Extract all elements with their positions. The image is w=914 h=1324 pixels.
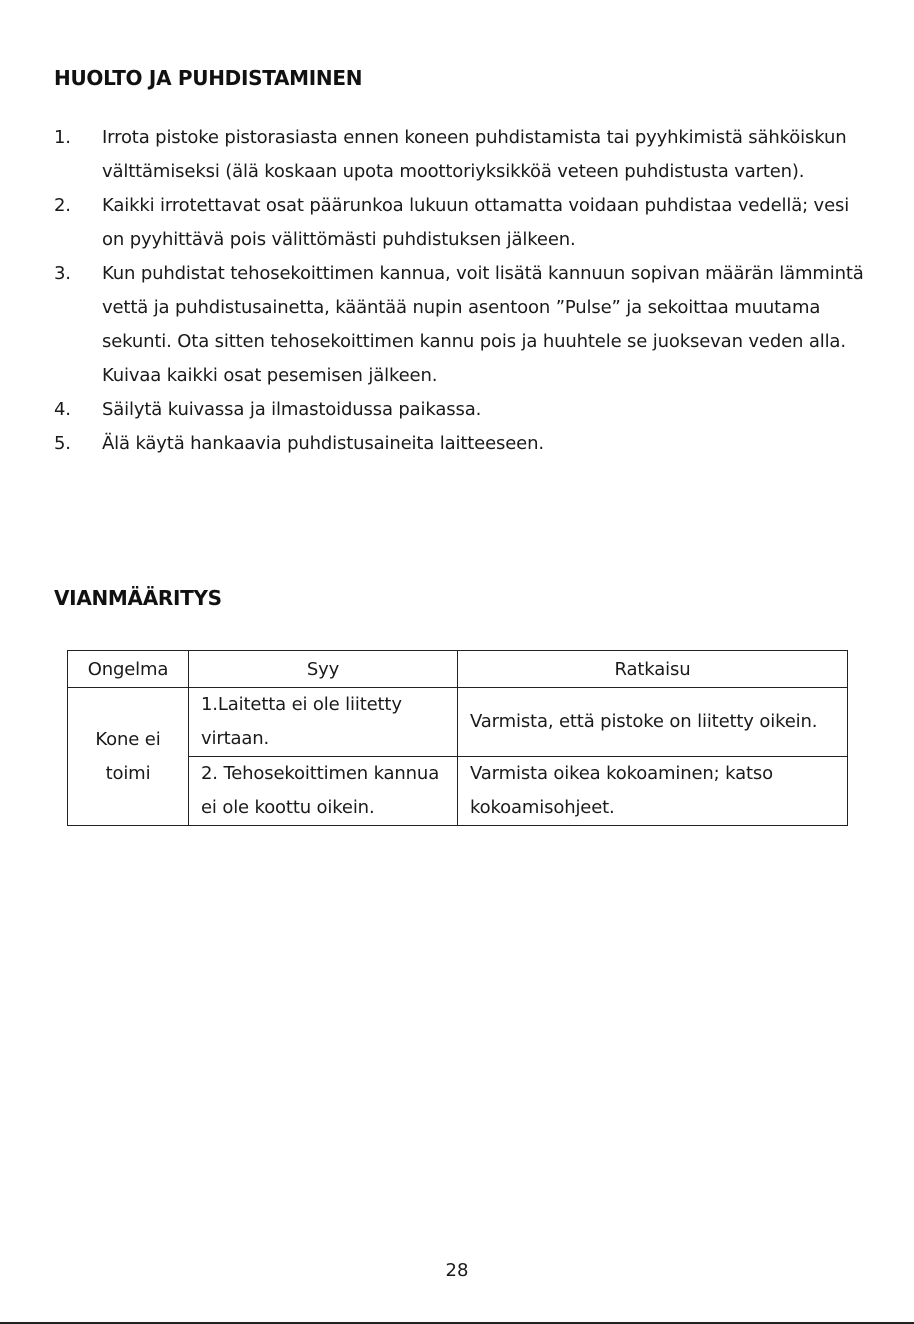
list-item-text: Säilytä kuivassa ja ilmastoidussa paikassa.	[102, 399, 482, 420]
list-item-number: 2.	[54, 195, 71, 216]
list-item-text: Kun puhdistat tehosekoittimen kannua, voit lisätä kannuun sopivan määrän lämmintä vettä ja puhdistusainetta, kääntää nupin asentoon ”Pulse” ja sekoittaa muutama sekunti. Ota sitten tehosekoittimen kannu pois ja huuhtele se juoksevan veden alla. Kuivaa kaikki osat pesemisen jälkeen.	[102, 263, 864, 386]
page-number: 28	[445, 1260, 469, 1281]
list-item	[54, 393, 874, 427]
cause-cell: 1.Laitetta ei ole liitetty virtaan.	[189, 688, 458, 757]
troubleshooting-table	[67, 650, 848, 826]
header-problem: Ongelma	[68, 651, 189, 688]
problem-cell: Kone ei toimi	[68, 688, 189, 826]
list-item	[54, 121, 874, 189]
header-cause: Syy	[189, 651, 458, 688]
header-solution: Ratkaisu	[458, 651, 848, 688]
list-item-text: Irrota pistoke pistorasiasta ennen koneen puhdistamista tai pyyhkimistä sähköiskun välttämiseksi (älä koskaan upota moottoriyksikköä veteen puhdistusta varten).	[102, 127, 847, 182]
table-header-row	[68, 651, 848, 688]
maintenance-title: HUOLTO JA PUHDISTAMINEN	[54, 66, 363, 90]
list-item-number: 1.	[54, 127, 71, 148]
list-item	[54, 257, 874, 393]
list-item-number: 4.	[54, 399, 71, 420]
list-item-text: Älä käytä hankaavia puhdistusaineita laitteeseen.	[102, 433, 544, 454]
maintenance-list	[54, 121, 874, 461]
list-item	[54, 189, 874, 257]
list-item-number: 5.	[54, 433, 71, 454]
troubleshooting-title: VIANMÄÄRITYS	[54, 586, 222, 610]
table-row	[68, 688, 848, 757]
solution-cell: Varmista oikea kokoaminen; katso kokoamisohjeet.	[458, 757, 848, 826]
list-item-number: 3.	[54, 263, 71, 284]
solution-cell: Varmista, että pistoke on liitetty oikein.	[458, 688, 848, 757]
list-item-text: Kaikki irrotettavat osat päärunkoa lukuun ottamatta voidaan puhdistaa vedellä; vesi on pyyhittävä pois välittömästi puhdistuksen jälkeen.	[102, 195, 850, 250]
list-item	[54, 427, 874, 461]
cause-cell: 2. Tehosekoittimen kannua ei ole koottu oikein.	[189, 757, 458, 826]
